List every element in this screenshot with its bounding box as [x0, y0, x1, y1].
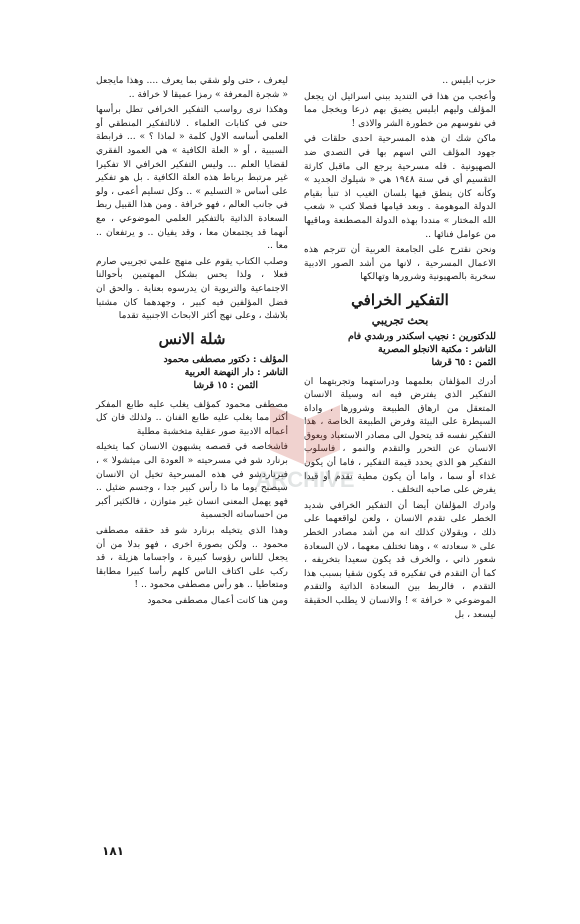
- credit-publisher: الناشر : مكتبة الانجلو المصرية: [378, 343, 496, 355]
- page-number: ١٨١: [102, 844, 124, 858]
- paragraph: ليعرف ، حتى ولو شقي بما يعرف .... وهذا مايجعل « شجرة المعرفة » رمزا عميقا لا خرافة ..: [96, 75, 288, 100]
- credit-authors: للدكتورين : نجيب اسكندر ورشدي فام: [348, 330, 496, 342]
- credit-author: المؤلف : دكتور مصطفى محمود: [163, 353, 288, 365]
- book-credits: [304, 330, 496, 369]
- paragraph: مصطفى محمود كمؤلف يغلب عليه طابع المفكر أكثر مما يغلب عليه طابع الفنان .. ولذلك فان كل أعماله الادبية صور عقلية متخشبة مطلية: [96, 398, 288, 437]
- paragraph: فاشخاصه في قصصه يشبهون الانسان كما يتخيله برنارد شو في مسرحيته « العودة الى ميثشولا » ، فبرناردشو في هذه المسرحية تخيل ان الانسان سيصبح يوما ما ذا رأس كبير جدا ، وجسم ضئيل .. فهو يهمل المعنى انسان غير متوازن ، فالكثير أكبر من احساساته الجسمية: [96, 441, 288, 521]
- left-column: [96, 74, 288, 610]
- paragraph: وصلب الكتاب يقوم على منهج علمي تجريبي صارم فعلا ، ولذا يحس بشكل المهتمين بأحوالنا الاجتماعية والتربوية ان يدرسوه بعناية . والحق ان فضل المؤلفين فيه كبير ، وجهدهما كان مشتبا بلاشك ، وعلى نهج أكثر الابحاث الاجنبية تقدما: [96, 255, 288, 322]
- credit-price: الثمن : ١٥ قرشا: [193, 379, 258, 391]
- right-column: [304, 74, 496, 623]
- paragraph: ومن هنا كانت أعمال مصطفى محمود: [147, 595, 288, 606]
- credit-price: الثمن : ٦٥ قرشا: [431, 356, 496, 368]
- paragraph: أدرك المؤلفان بعلمهما ودراستهما وتجربتهما ان التفكير الذي يفترض فيه انه وسيلة الانسان المتعقل من ارهاق الطبيعة وشرورها ، واداة السيطرة على البيئة وفرض الطبيعة الخاصة ، هذا التفكير نفسه قد يتحول الى مصادر الاستعباد ويعوق الانسان عن التحرر والتقدم والنمو ، فاسلوب التفكير هو الذي يحدد قيمة التفكير ، فاما أن يكون غذاء أو سما ، واما أن يكون مطية تقدم أو قيدا يفرض على صاحبه التخلف .: [304, 375, 496, 496]
- paragraph: وهذا الذي يتخيله برنارد شو قد حققه مصطفى محمود .. ولكن بصورة اخرى ، فهو بدلا من أن يجعل للناس رؤوسا كبيرة ، واجساما هزيلة ، قد ركب على اكتاف الناس كلهم رأسا كبيرا مطابقا ومتعاطيا .. هو رأس مصطفى محمود .. !: [96, 525, 288, 591]
- paragraph: وهكذا نرى رواسب التفكير الخرافي تطل برأسها حتى في كتابات العلماء . لانالتفكير المنطقي أو العلمي أساسه الاول كلمة « لماذا ؟ » ... فرابطة السببية ، أو « العلة الكافية » هي العمود الفقري لقضايا العلم ... وليس التفكير الخرافي الا تفكيرا غير مرتبط برباط هذه العلة الكافية . بل هو تفكير على أساس « التسليم » .. وكل تسليم أعمى ، ولو في جانب العالم ، فهو خرافة . ومن هذا القبيل ربط السعادة الذاتية بالتفكير العلمي الموضوعي ، مع أنهما قد يجتمعان معا ، وقد يفيان .. و يرتفعان .. معا ..: [96, 104, 288, 252]
- article-title: شلة الانس: [158, 329, 226, 348]
- article-subtitle: بحث تجريبي: [371, 313, 429, 327]
- paragraph: وادرك المؤلفان أيضا أن التفكير الخرافي شديد الخطر على تقدم الانسان ، ولعن لواقعهما على ذلك ، ويقولان كذلك انه من أشد مصادر الخطر على « سعادته » ، وهنا تختلف معهما ، لان السعادة شعور ذاتي ، والخرف قد يكون سعيدا بتخريفه ، كما أن التقدم في تفكيره قد يكون شقيا بسبب هذا التقدم ، فالربط بين السعادة الذاتية والتقدم الموضوعي « خرافة » ! والانسان لا يطلب الحقيقة ليسعد ، بل: [304, 499, 496, 620]
- svg-text:ARCHIVE: ARCHIVE: [255, 467, 355, 492]
- paragraph: ماكن شك ان هذه المسرحية احدى حلقات في جهود المؤلف التي اسهم بها في التصدي ضد الصهيونية . فله مسرحية يرجع الى ماقبل كارثة التقسيم أي في سنة ١٩٤٨ هي « شيلوك الجديد » وكأنه كان ينطق فيها بلسان الغيب اذ تنبأ بقيام الدولة الموهومة . وبعد قيامها فصلا كتب « شعب الله المختار » منددا بهذه الدولة المصطنعة وماقيها من عوامل فنائها ..: [304, 133, 496, 240]
- paragraph: حزب ابليس ..: [442, 75, 496, 86]
- archive-watermark-logo: [230, 395, 380, 495]
- book-credits: [96, 353, 288, 392]
- article-title: التفكير الخرافي: [351, 290, 449, 309]
- paragraph: وأعجب من هذا في التنديد ببني اسرائيل ان يجعل المؤلف وليهم ابليس يضيق بهم ذرعا ويخجل مما في نفوسهم من خطورة الشر والاذى !: [304, 90, 496, 129]
- credit-publisher: الناشر : دار النهضة العربية: [184, 366, 288, 378]
- paragraph: ونحن نقترح على الجامعة العربية أن تترجم هذه الاعمال المسرحية ، لانها من أشد الصور الادبية سخرية بالصهيونية وشرورها وتهالكها: [304, 244, 496, 283]
